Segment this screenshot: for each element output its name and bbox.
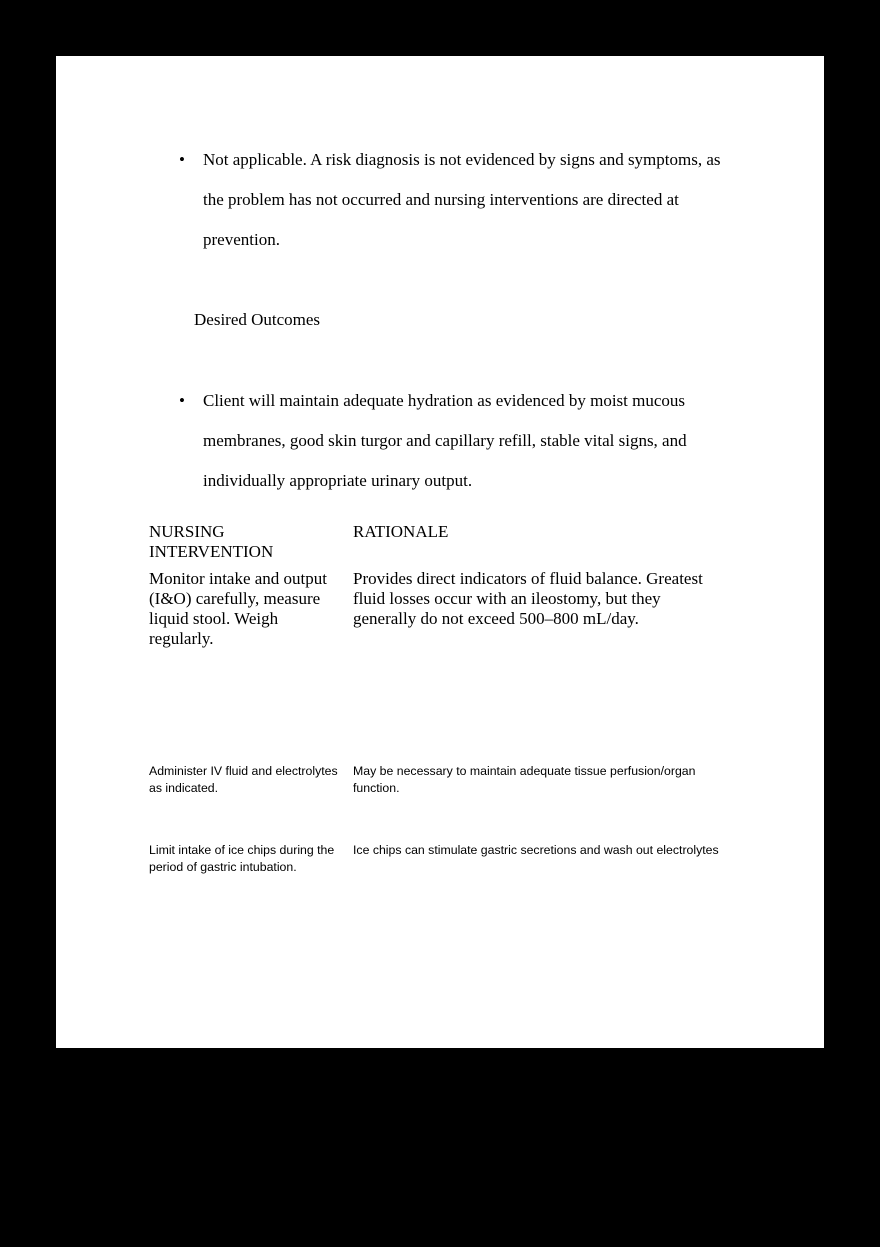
document-page: [56, 56, 824, 1048]
table-row-3-intervention: Limit intake of ice chips during the period of gastric intubation.: [149, 843, 335, 874]
bullet-icon: •: [179, 150, 185, 169]
table-row-1-rationale: Provides direct indicators of fluid balance. Greatest fluid losses occur with an ileostomy, but they generally do not exceed 500–800 mL/day.: [353, 569, 703, 628]
evidence-bullet-text: Not applicable. A risk diagnosis is not evidenced by signs and symptoms, as the problem has not occurred and nursing interventions are directed at prevention.: [203, 150, 721, 249]
table-row-2-intervention: Administer IV fluid and electrolytes as indicated.: [149, 764, 338, 795]
desired-outcomes-heading: Desired Outcomes: [194, 310, 321, 329]
outcome-bullet-text: Client will maintain adequate hydration as evidenced by moist mucous membranes, good skin turgor and capillary refill, stable vital signs, and individually appropriate urinary output.: [203, 391, 687, 490]
table-row-3-rationale: Ice chips can stimulate gastric secretions and wash out electrolytes: [353, 843, 719, 857]
table-row-2-rationale: May be necessary to maintain adequate tissue perfusion/organ function.: [353, 764, 696, 795]
bullet-icon: •: [179, 391, 185, 410]
table-header-intervention: NURSING INTERVENTION: [149, 522, 274, 561]
table-row-1-intervention: Monitor intake and output (I&O) carefully, measure liquid stool. Weigh regularly.: [149, 569, 328, 648]
table-header-rationale: RATIONALE: [353, 522, 449, 541]
